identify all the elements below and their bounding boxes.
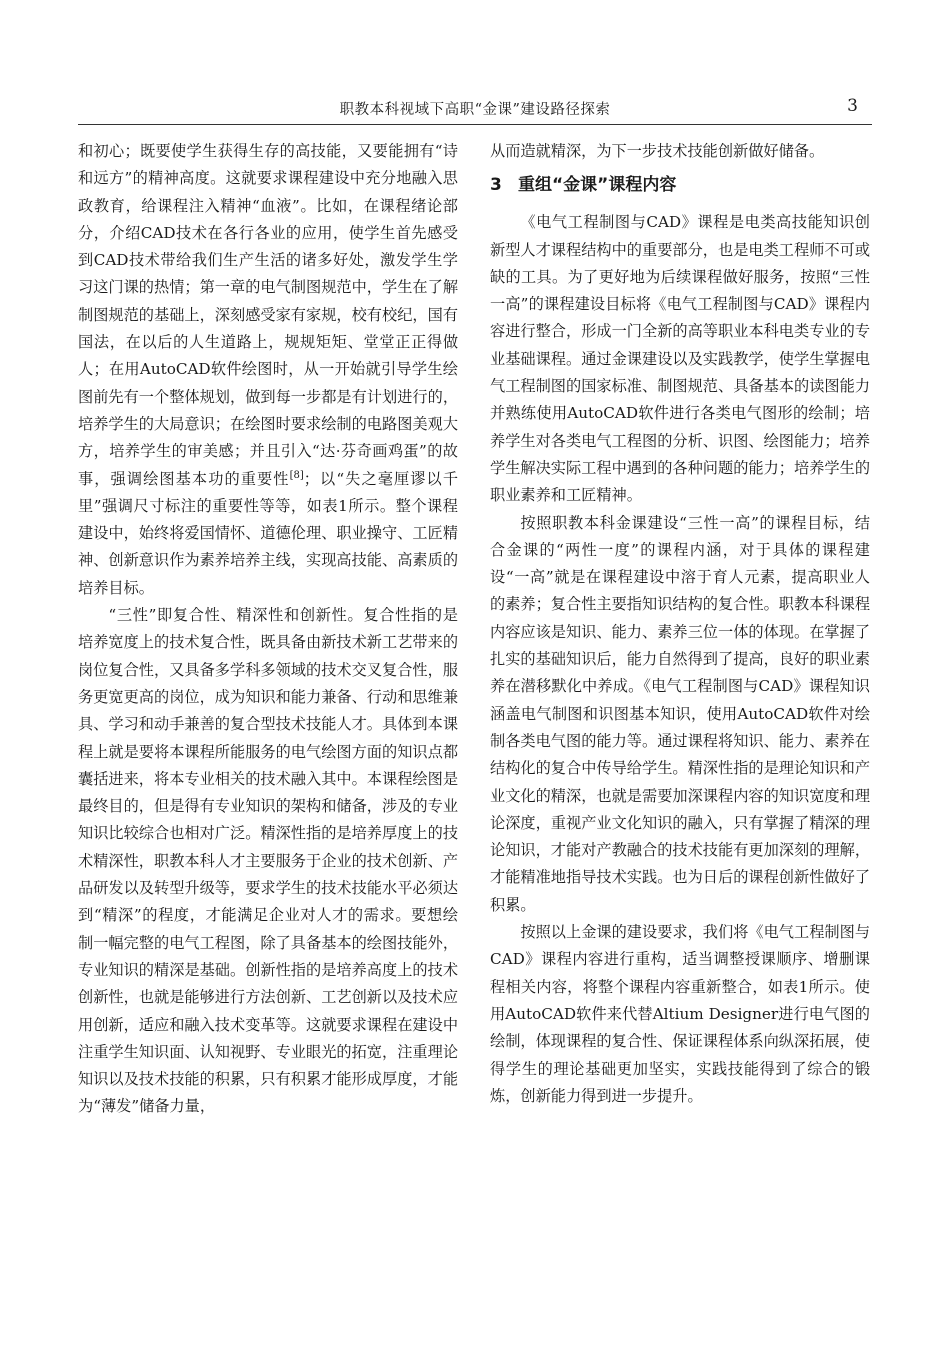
running-title: 职教本科视域下高职“金课”建设路径探索 (339, 102, 611, 118)
paragraph: 按照职教本科金课建设“三性一高”的课程目标，结合金课的“两性一度”的课程内涵，对于具体的课程建设“一高”就是在课程建设中溶于育人元素，提高职业人的素养；复合性主要指知识结构的复合性。职教本科课程内容应该是知识、能力、素养三位一体的体现。在掌握了扎实的基础知识后，能力自然得到了提高，良好的职业素养在潜移默化中养成。《电气工程制图与CAD》课程知识涵盖电气制图和识图基本知识，使用AutoCAD软件对绘制各类电气图的能力等。通过课程将知识、能力、素养在结构化的复合中传导给学生。精深性指的是理论知识和产业文化的精深，也就是需要加深课程内容的知识宽度和理论深度，重视产业文化知识的融入，只有掌握了精深的理论知识，才能对产教融合的技术技能有更加深刻的理解，才能精准地指导技术实践。也为日后的课程创新性做好了积累。 (490, 513, 870, 914)
paragraph: 按照以上金课的建设要求，我们将《电气工程制图与CAD》课程内容进行重构，适当调整授课顺序、增删课程相关内容，将整个课程内容重新整合，如表1所示。使用AutoCAD软件来代替Altium Designer进行电气图的绘制，体现课程的复合性、保证课程体系向纵深拓展，使得学生的理论基础更加坚实，实践技能得到了综合的锻炼，创新能力得到进一步提升。 (490, 923, 870, 1105)
paragraph: 《电气工程制图与CAD》课程是电类高技能知识创新型人才课程结构中的重要部分，也是电类工程师不可或缺的工具。为了更好地为后续课程做好服务，按照“三性一高”的课程建设目标将《电气工程制图与CAD》课程内容进行整合，形成一门全新的高等职业本科电类专业的专业基础课程。通过金课建设以及实践教学，使学生掌握电气工程制图的国家标准、制图规范、具备基本的读图能力并熟练使用AutoCAD软件进行各类电气图形的绘制；培养学生对各类电气工程图的分析、识图、绘图能力；培养学生解决实际工程中遇到的各种问题的能力；培养学生的职业素养和工匠精神。 (490, 213, 870, 505)
section-title: 重组“金课”课程内容 (518, 175, 677, 196)
right-column (490, 138, 870, 1110)
section-heading (490, 171, 870, 199)
citation-ref: [8] (289, 469, 304, 481)
paragraph (78, 138, 458, 602)
page-header (78, 96, 872, 125)
left-column (78, 138, 458, 1121)
paragraph: “三性”即复合性、精深性和创新性。复合性指的是培养宽度上的技术复合性，既具备由新技术新工艺带来的岗位复合性，又具备多学科多领域的技术交叉复合性，服务更宽更高的岗位，成为知识和能力兼备、行动和思维兼具、学习和动手兼善的复合型技术技能人才。具体到本课程上就是要将本课程所能服务的电气绘图方面的知识点都囊括进来，将本专业相关的技术融入其中。本课程绘图是最终目的，但是得有专业知识的架构和储备，涉及的专业知识比较综合也相对广泛。精深性指的是培养厚度上的技术精深性，职教本科人才主要服务于企业的技术创新、产品研发以及转型升级等，要求学生的技术技能水平必须达到“精深”的程度，才能满足企业对人才的需求。要想绘制一幅完整的电气工程图，除了具备基本的绘图技能外，专业知识的精深是基础。创新性指的是培养高度上的技术创新性，也就是能够进行方法创新、工艺创新以及技术应用创新，适应和融入技术变革等。这就要求课程在建设中注重学生知识面、认知视野、专业眼光的拓宽，注重理论知识以及技术技能的积累，只有积累才能形成厚度，才能为“薄发”储备力量， (78, 606, 458, 1116)
section-number: 3 (490, 175, 502, 196)
paragraph-text: ；以“失之毫厘谬以千里”强调尺寸标注的重要性等等，如表1所示。整个课程建设中，始终将爱国情怀、道德伦理、职业操守、工匠精神、创新意识作为素养培养主线，实现高技能、高素质的培养目标。 (78, 469, 459, 597)
paragraph-text: 和初心；既要使学生获得生存的高技能，又要能拥有“诗和远方”的精神高度。这就要求课程建设中充分地融入思政教育，给课程注入精神“血液”。比如，在课程绪论部分，介绍CAD技术在各行各业的应用，使学生首先感受到CAD技术带给我们生产生活的诸多好处，激发学生学习这门课的热情；第一章的电气制图规范中，学生在了解制图规范的基础上，深刻感受家有家规，校有校纪，国有国法，在以后的人生道路上，规规矩矩、堂堂正正得做人；在用AutoCAD软件绘图时，从一开始就引导学生绘图前先有一个整体规划，做到每一步都是有计划进行的，培养学生的大局意识；在绘图时要求绘制的电路图美观大方，培养学生的审美感；并且引入“达·芬奇画鸡蛋”的故事，强调绘图基本功的重要性 (78, 142, 458, 488)
paragraph: 从而造就精深，为下一步技术技能创新做好储备。 (490, 142, 825, 160)
page-number: 3 (847, 96, 858, 116)
